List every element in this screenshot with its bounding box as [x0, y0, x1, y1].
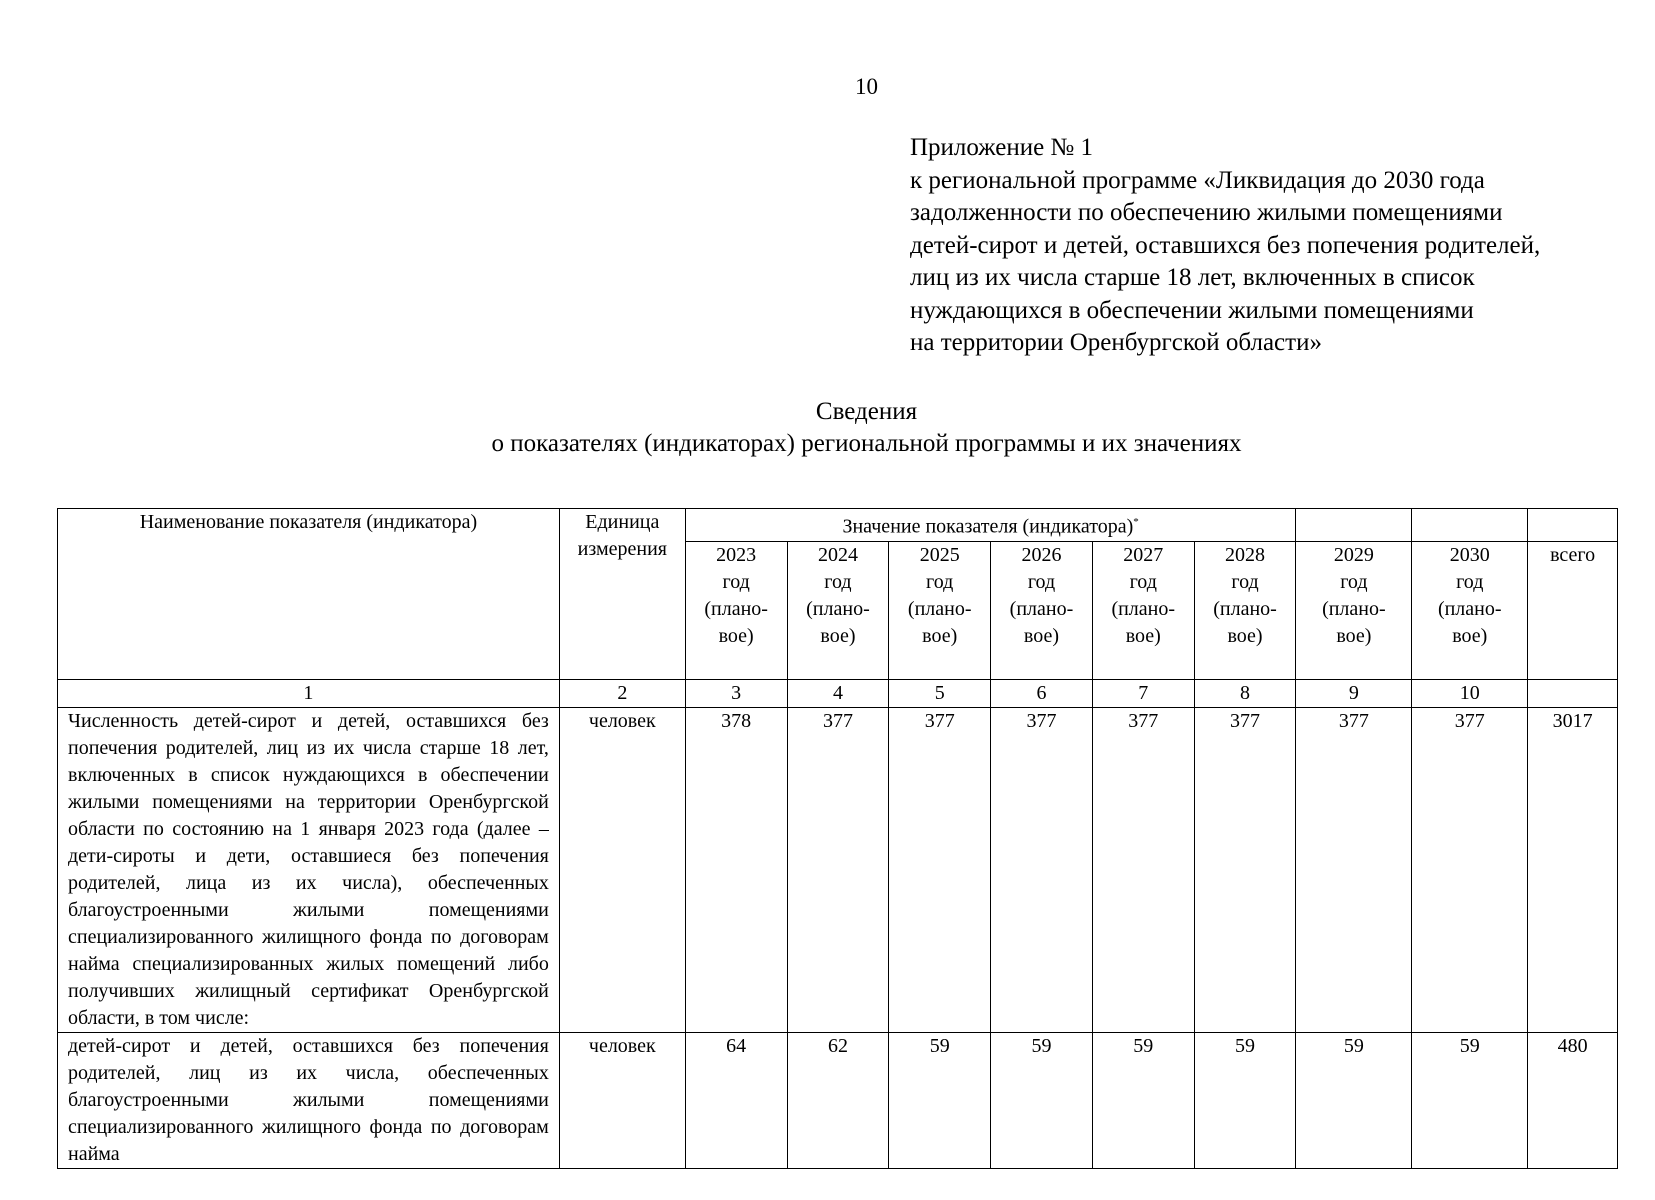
- header-unit: [559, 509, 685, 680]
- indicator-value: 59: [1092, 1032, 1194, 1168]
- year-word: год: [1456, 570, 1484, 593]
- indicator-value: 59: [991, 1032, 1093, 1168]
- indicator-value: 59: [1194, 1032, 1296, 1168]
- header-unit-line: измерения: [577, 538, 667, 560]
- year-kind: вое): [718, 624, 754, 647]
- header-name: Наименование показателя (индикатора): [58, 509, 560, 680]
- page-number: 10: [855, 74, 878, 99]
- header-year-2023: [685, 541, 787, 679]
- column-number: 9: [1296, 679, 1412, 707]
- year-label: 2023: [716, 543, 757, 566]
- indicator-value: 377: [1412, 707, 1528, 1032]
- year-kind: (плано-: [704, 597, 768, 620]
- footnote-mark: *: [1133, 516, 1139, 528]
- year-kind: (плано-: [907, 597, 972, 620]
- year-label: 2030: [1449, 543, 1490, 566]
- indicator-total: 480: [1528, 1032, 1618, 1168]
- year-kind: вое): [1227, 624, 1263, 647]
- year-label: 2028: [1225, 543, 1266, 566]
- column-number: 1: [58, 679, 560, 707]
- year-label: 2029: [1333, 543, 1374, 566]
- year-label: 2025: [919, 543, 960, 566]
- document-heading: [0, 396, 1655, 460]
- year-kind: вое): [922, 624, 958, 647]
- year-word: год: [824, 570, 852, 593]
- indicator-value: 59: [889, 1032, 991, 1168]
- header-empty-cell: [1528, 509, 1618, 542]
- table-row: [58, 1032, 1618, 1168]
- appendix-line: нуждающихся в обеспечении жилыми помещениями: [910, 296, 1474, 324]
- year-word: год: [1027, 570, 1056, 593]
- indicator-value: 377: [991, 707, 1093, 1032]
- indicator-unit: человек: [559, 707, 685, 1032]
- year-kind: (плано-: [1111, 597, 1176, 620]
- header-value-group: [685, 509, 1296, 542]
- year-label: 2027: [1123, 543, 1164, 566]
- year-kind: (плано-: [806, 597, 870, 620]
- column-number: [1528, 679, 1618, 707]
- table-row: [58, 707, 1618, 1032]
- appendix-line: к региональной программе «Ликвидация до 2030 года: [910, 166, 1485, 194]
- column-number: 2: [559, 679, 685, 707]
- year-label: 2024: [817, 543, 858, 566]
- header-year-2025: [889, 541, 991, 679]
- year-kind: (плано-: [1213, 597, 1277, 620]
- header-empty-cell: [1296, 509, 1412, 542]
- column-number: 7: [1092, 679, 1194, 707]
- column-number: 4: [787, 679, 889, 707]
- indicator-value: 377: [1296, 707, 1412, 1032]
- appendix-line: задолженности по обеспечению жилыми помещениями: [910, 199, 1503, 226]
- year-word: год: [1231, 570, 1259, 593]
- appendix-line: Приложение № 1: [910, 134, 1094, 161]
- year-kind: вое): [1336, 624, 1372, 647]
- appendix-block: [910, 132, 1540, 360]
- indicator-unit: человек: [559, 1032, 685, 1168]
- year-kind: (плано-: [1009, 597, 1074, 620]
- appendix-line: лиц из их числа старше 18 лет, включенных в список: [910, 264, 1475, 291]
- year-kind: вое): [820, 624, 856, 647]
- indicator-value: 377: [1092, 707, 1194, 1032]
- year-kind: (плано-: [1322, 597, 1386, 620]
- header-year-2024: [787, 541, 889, 679]
- column-number: 3: [685, 679, 787, 707]
- indicator-value: 377: [787, 707, 889, 1032]
- year-word: год: [1129, 570, 1157, 593]
- indicator-value: 59: [1412, 1032, 1528, 1168]
- column-number: 6: [991, 679, 1093, 707]
- indicator-name: Численность детей-сирот и детей, оставшихся без попечения родителей, лиц из их числа старше 18 лет, включенных в список нуждающихся в обеспечении жилыми помещениями на территории Оренбургской области по состоянию на 1 января 2023 года (далее – дети-сироты и дети, оставшиеся без попечения родителей, лица из их числа), обеспеченных благоустроенными жилыми помещениями специализированного жилищного фонда по договорам найма специализированных жилых помещений либо получивших жилищный сертификат Оренбургской области, в том числе:: [58, 707, 560, 1032]
- year-label: 2026: [1021, 543, 1062, 566]
- header-year-2027: [1092, 541, 1194, 679]
- indicator-value: 377: [1194, 707, 1296, 1032]
- column-number: 8: [1194, 679, 1296, 707]
- year-kind: вое): [1452, 624, 1488, 647]
- appendix-line: детей-сирот и детей, оставшихся без попечения родителей,: [910, 231, 1541, 259]
- header-year-2028: [1194, 541, 1296, 679]
- header-year-2026: [991, 541, 1093, 679]
- indicator-value: 377: [889, 707, 991, 1032]
- indicator-value: 64: [685, 1032, 787, 1168]
- column-number: 5: [889, 679, 991, 707]
- year-word: год: [722, 570, 750, 593]
- header-total: всего: [1528, 541, 1618, 679]
- header-unit-line: Единица: [585, 511, 660, 533]
- header-empty-cell: [1412, 509, 1528, 542]
- indicator-total: 3017: [1528, 707, 1618, 1032]
- heading-subtitle: о показателях (индикаторах) региональной программы и их значениях: [491, 430, 1242, 457]
- indicator-value: 59: [1296, 1032, 1412, 1168]
- column-number: 10: [1412, 679, 1528, 707]
- year-kind: (плано-: [1437, 597, 1502, 620]
- year-kind: вое): [1125, 624, 1161, 647]
- header-row-top: [58, 509, 1618, 542]
- year-word: год: [1340, 570, 1368, 593]
- year-kind: вое): [1023, 624, 1060, 647]
- heading-title: Сведения: [815, 398, 918, 425]
- year-word: год: [926, 570, 954, 593]
- header-year-2030: [1412, 541, 1528, 679]
- appendix-line: на территории Оренбургской области»: [910, 329, 1322, 356]
- header-value-group-text: Значение показателя (индикатора): [842, 515, 1134, 538]
- column-numbers-row: [58, 679, 1618, 707]
- indicators-table: [57, 508, 1618, 1169]
- indicator-name: детей-сирот и детей, оставшихся без попечения родителей, лиц из их числа, обеспеченных благоустроенными жилыми помещениями специализированного жилищного фонда по договорам найма: [58, 1032, 560, 1168]
- header-year-2029: [1296, 541, 1412, 679]
- indicator-value: 378: [685, 707, 787, 1032]
- indicator-value: 62: [787, 1032, 889, 1168]
